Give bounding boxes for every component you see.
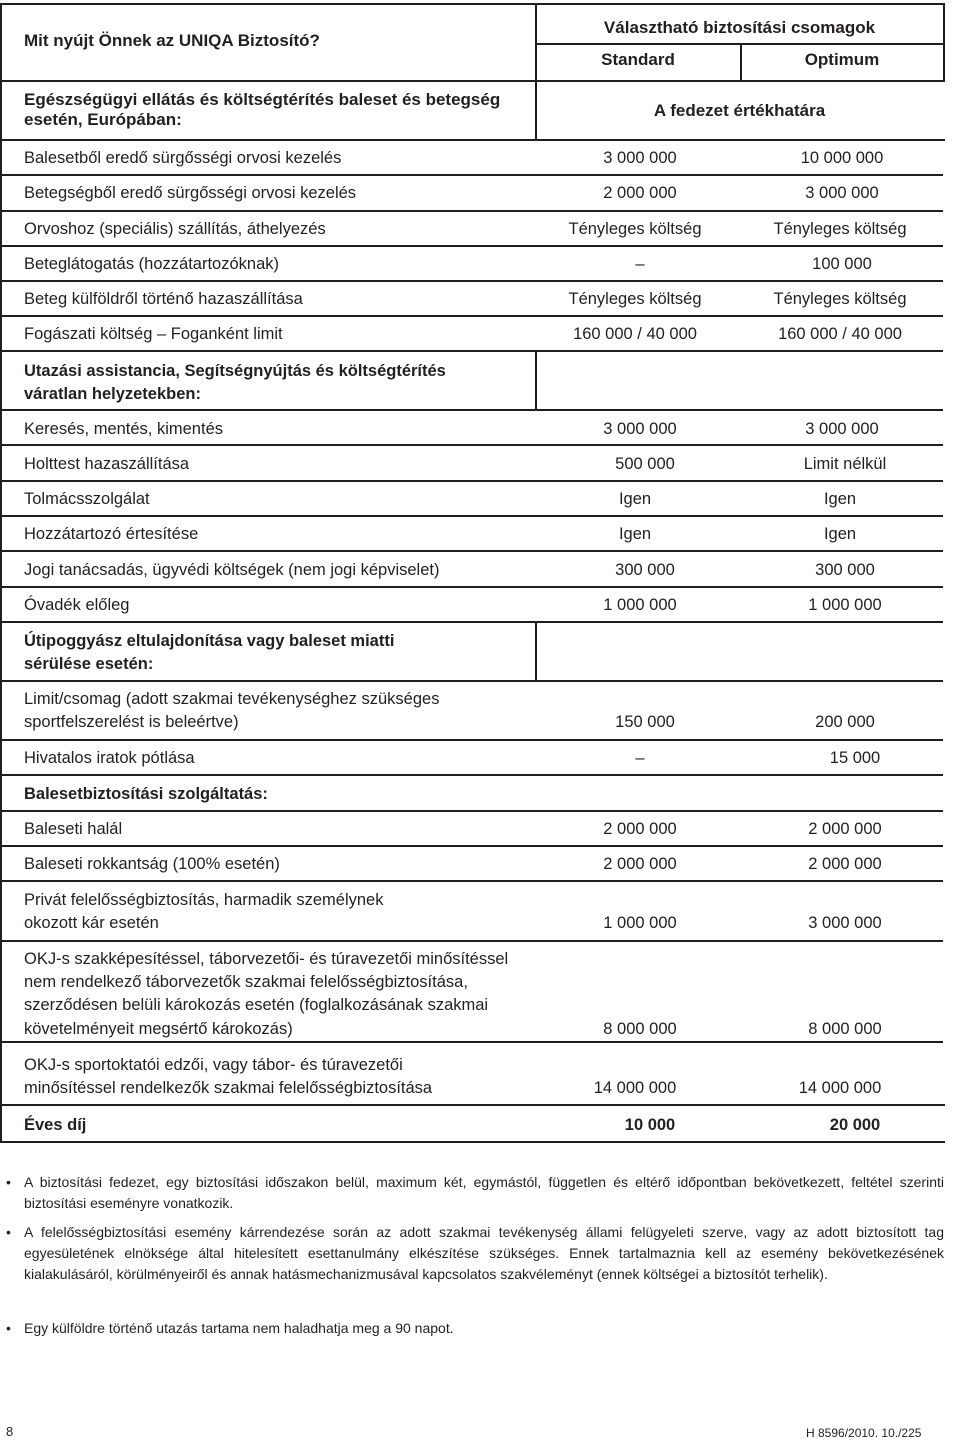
column-standard: Standard <box>601 50 675 69</box>
optimum-value: 200 000 <box>815 713 875 731</box>
section-title: Balesetbiztosítási szolgáltatás: <box>24 785 268 803</box>
row-separator <box>0 409 943 411</box>
packages-title: Választható biztosítási csomagok <box>603 18 876 37</box>
optimum-value: 10 000 000 <box>800 149 884 167</box>
row-separator <box>0 210 943 212</box>
optimum-value: 300 000 <box>815 561 875 579</box>
row-label-line2: okozott kár esetén <box>24 914 159 932</box>
header-bottom-line <box>0 139 945 141</box>
row-separator <box>0 1141 945 1143</box>
row-separator <box>0 350 943 352</box>
row-label-line2: minősítéssel rendelkezők szakmai felelősségbiztosítása <box>24 1079 433 1097</box>
row-label: Óvadék előleg <box>24 596 130 614</box>
packages-subheader-line <box>535 43 945 45</box>
row-label: Hozzátartozó értesítése <box>24 525 199 543</box>
optimum-value: 8 000 000 <box>808 1020 882 1038</box>
row-separator <box>0 680 943 682</box>
row-label: OKJ-s sportoktatói edzői, vagy tábor- és túravezetői <box>24 1056 403 1074</box>
annual-fee-standard: 10 000 <box>624 1116 676 1134</box>
row-separator <box>0 845 943 847</box>
row-label-line2: nem rendelkező táborvezetők szakmai felelősségbiztosítása, <box>24 973 468 991</box>
annual-fee-label: Éves díj <box>24 1116 87 1134</box>
optimum-value: Tényleges költség <box>773 290 907 308</box>
row-label: Baleseti rokkantság (100% esetén) <box>24 855 280 873</box>
page-number: 8 <box>6 1424 14 1439</box>
row-separator <box>0 1041 943 1043</box>
row-separator <box>0 880 943 882</box>
row-label: Beteglátogatás (hozzátartozóknak) <box>24 255 279 273</box>
row-separator <box>0 480 943 482</box>
standard-value: 2 000 000 <box>603 184 677 202</box>
section-health-title-line2: esetén, Európában: <box>24 110 182 129</box>
footnote-text: Egy külföldre történő utazás tartama nem haladhatja meg a 90 napot. <box>24 1320 454 1336</box>
optimum-value: Limit nélkül <box>803 455 887 473</box>
standard-value: 2 000 000 <box>603 820 677 838</box>
optimum-value: 3 000 000 <box>805 420 879 438</box>
row-separator <box>0 774 943 776</box>
column-optimum: Optimum <box>804 50 880 69</box>
row-label: Hivatalos iratok pótlása <box>24 749 195 767</box>
standard-value: 8 000 000 <box>603 1020 677 1038</box>
standard-value: Igen <box>618 525 652 543</box>
row-label: Beteg külföldről történő hazaszállítása <box>24 290 303 308</box>
row-separator <box>0 315 943 317</box>
row-label: Betegségből eredő sürgősségi orvosi kezelés <box>24 184 357 202</box>
optimum-value: Igen <box>823 525 857 543</box>
columns-bottom-line <box>535 80 945 82</box>
row-label: Orvoshoz (speciális) szállítás, áthelyezés <box>24 220 326 238</box>
standard-value: Tényleges költség <box>568 220 702 238</box>
optimum-value: 100 000 <box>812 255 872 273</box>
row-separator <box>0 586 943 588</box>
row-label: OKJ-s szakképesítéssel, táborvezetői- és túravezetői minősítéssel <box>24 950 509 968</box>
footnote-text: A biztosítási fedezet, egy biztosítási időszakon belül, maximum két, egymástól, független és eltérő időpontban bekövetkezett, feltétel szerinti biztosítási eseményre vonatkozik. <box>24 1174 944 1211</box>
row-label: Keresés, mentés, kimentés <box>24 420 223 438</box>
annual-fee-optimum: 20 000 <box>829 1116 881 1134</box>
row-label: Fogászati költség – Foganként limit <box>24 325 283 343</box>
coverage-limit-label: A fedezet értékhatára <box>653 101 826 120</box>
optimum-value: 2 000 000 <box>808 820 882 838</box>
optimum-value: Tényleges költség <box>773 220 907 238</box>
row-separator <box>0 550 943 552</box>
row-separator <box>0 280 943 282</box>
optimum-value: 3 000 000 <box>805 184 879 202</box>
optimum-value: Igen <box>823 490 857 508</box>
standard-value: 14 000 000 <box>593 1079 677 1097</box>
section-column-divider <box>535 622 537 681</box>
standard-value: Tényleges költség <box>568 290 702 308</box>
row-label: Baleseti halál <box>24 820 123 838</box>
bullet-icon: • <box>6 1174 11 1190</box>
row-label: Limit/csomag (adott szakmai tevékenységhez szükséges <box>24 690 440 708</box>
table-top-border <box>0 3 945 5</box>
row-separator <box>0 621 943 623</box>
standard-value: 160 000 / 40 000 <box>573 325 697 343</box>
bullet-icon: • <box>6 1320 11 1336</box>
standard-value: – <box>635 749 645 767</box>
row-label: Balesetből eredő sürgősségi orvosi kezelés <box>24 149 342 167</box>
section-column-divider <box>535 352 537 410</box>
document-code: H 8596/2010. 10./225 <box>806 1426 922 1440</box>
row-label-line2: sportfelszerelést is beleértve) <box>24 713 239 731</box>
standard-value: 1 000 000 <box>603 914 677 932</box>
standard-value: 300 000 <box>615 561 675 579</box>
optimum-value: 1 000 000 <box>808 596 882 614</box>
standard-value: 2 000 000 <box>603 855 677 873</box>
section-title: Utazási assistancia, Segítségnyújtás és költségtérítés <box>24 362 446 380</box>
standard-value: 500 000 <box>615 455 675 473</box>
optimum-value: 3 000 000 <box>808 914 882 932</box>
row-separator <box>0 810 943 812</box>
row-label-line3: szerződésen belüli károkozás esetén (foglalkozásának szakmai <box>24 996 489 1014</box>
row-separator <box>0 739 943 741</box>
optimum-value: 15 000 <box>829 749 881 767</box>
section-title-line2: sérülése esetén: <box>24 655 154 673</box>
standard-value: 3 000 000 <box>603 420 677 438</box>
bullet-icon: • <box>6 1224 11 1240</box>
row-separator <box>0 245 943 247</box>
row-label: Holttest hazaszállítása <box>24 455 190 473</box>
footnote <box>6 1222 944 1285</box>
footnote-text: A felelősségbiztosítási esemény kárrendezése során az adott szakmai tevékenység állami felügyeleti szerve, vagy az adott biztosított tag egyesületének elnöksége által hitelesített esettanulmány elkészítése szükséges. Ennek tartalmaznia kell az esemény bekövetkezésének kialakulásáról, körülményeiről és annak hatásmechanizmusával kapcsolatos szakvéleményt (ennek költségei a biztosítót terhelik). <box>24 1224 944 1282</box>
footnote <box>6 1318 944 1339</box>
section-health-title: Egészségügyi ellátás és költségtérítés baleset és betegség <box>24 90 501 109</box>
standard-value: 3 000 000 <box>603 149 677 167</box>
row-separator <box>0 940 943 942</box>
footnote <box>6 1172 944 1214</box>
row-separator <box>0 515 943 517</box>
row-separator <box>0 174 943 176</box>
optimum-value: 2 000 000 <box>808 855 882 873</box>
optimum-value: 14 000 000 <box>798 1079 882 1097</box>
standard-value: 1 000 000 <box>603 596 677 614</box>
section-title: Útipoggyász eltulajdonítása vagy baleset miatti <box>24 632 395 650</box>
standard-value: – <box>635 255 645 273</box>
row-label-line4: követelményeit megsértő károkozás) <box>24 1020 293 1038</box>
left-header-divider <box>0 80 536 82</box>
row-separator <box>0 1104 945 1106</box>
row-separator <box>0 444 943 446</box>
row-label: Privát felelősségbiztosítás, harmadik személynek <box>24 891 384 909</box>
section-title-line2: váratlan helyzetekben: <box>24 385 201 403</box>
optimum-value: 160 000 / 40 000 <box>778 325 902 343</box>
standard-value: Igen <box>618 490 652 508</box>
row-label: Tolmácsszolgálat <box>24 490 150 508</box>
row-label: Jogi tanácsadás, ügyvédi költségek (nem jogi képviselet) <box>24 561 440 579</box>
header-question: Mit nyújt Önnek az UNIQA Biztosító? <box>24 31 320 50</box>
standard-value: 150 000 <box>615 713 675 731</box>
